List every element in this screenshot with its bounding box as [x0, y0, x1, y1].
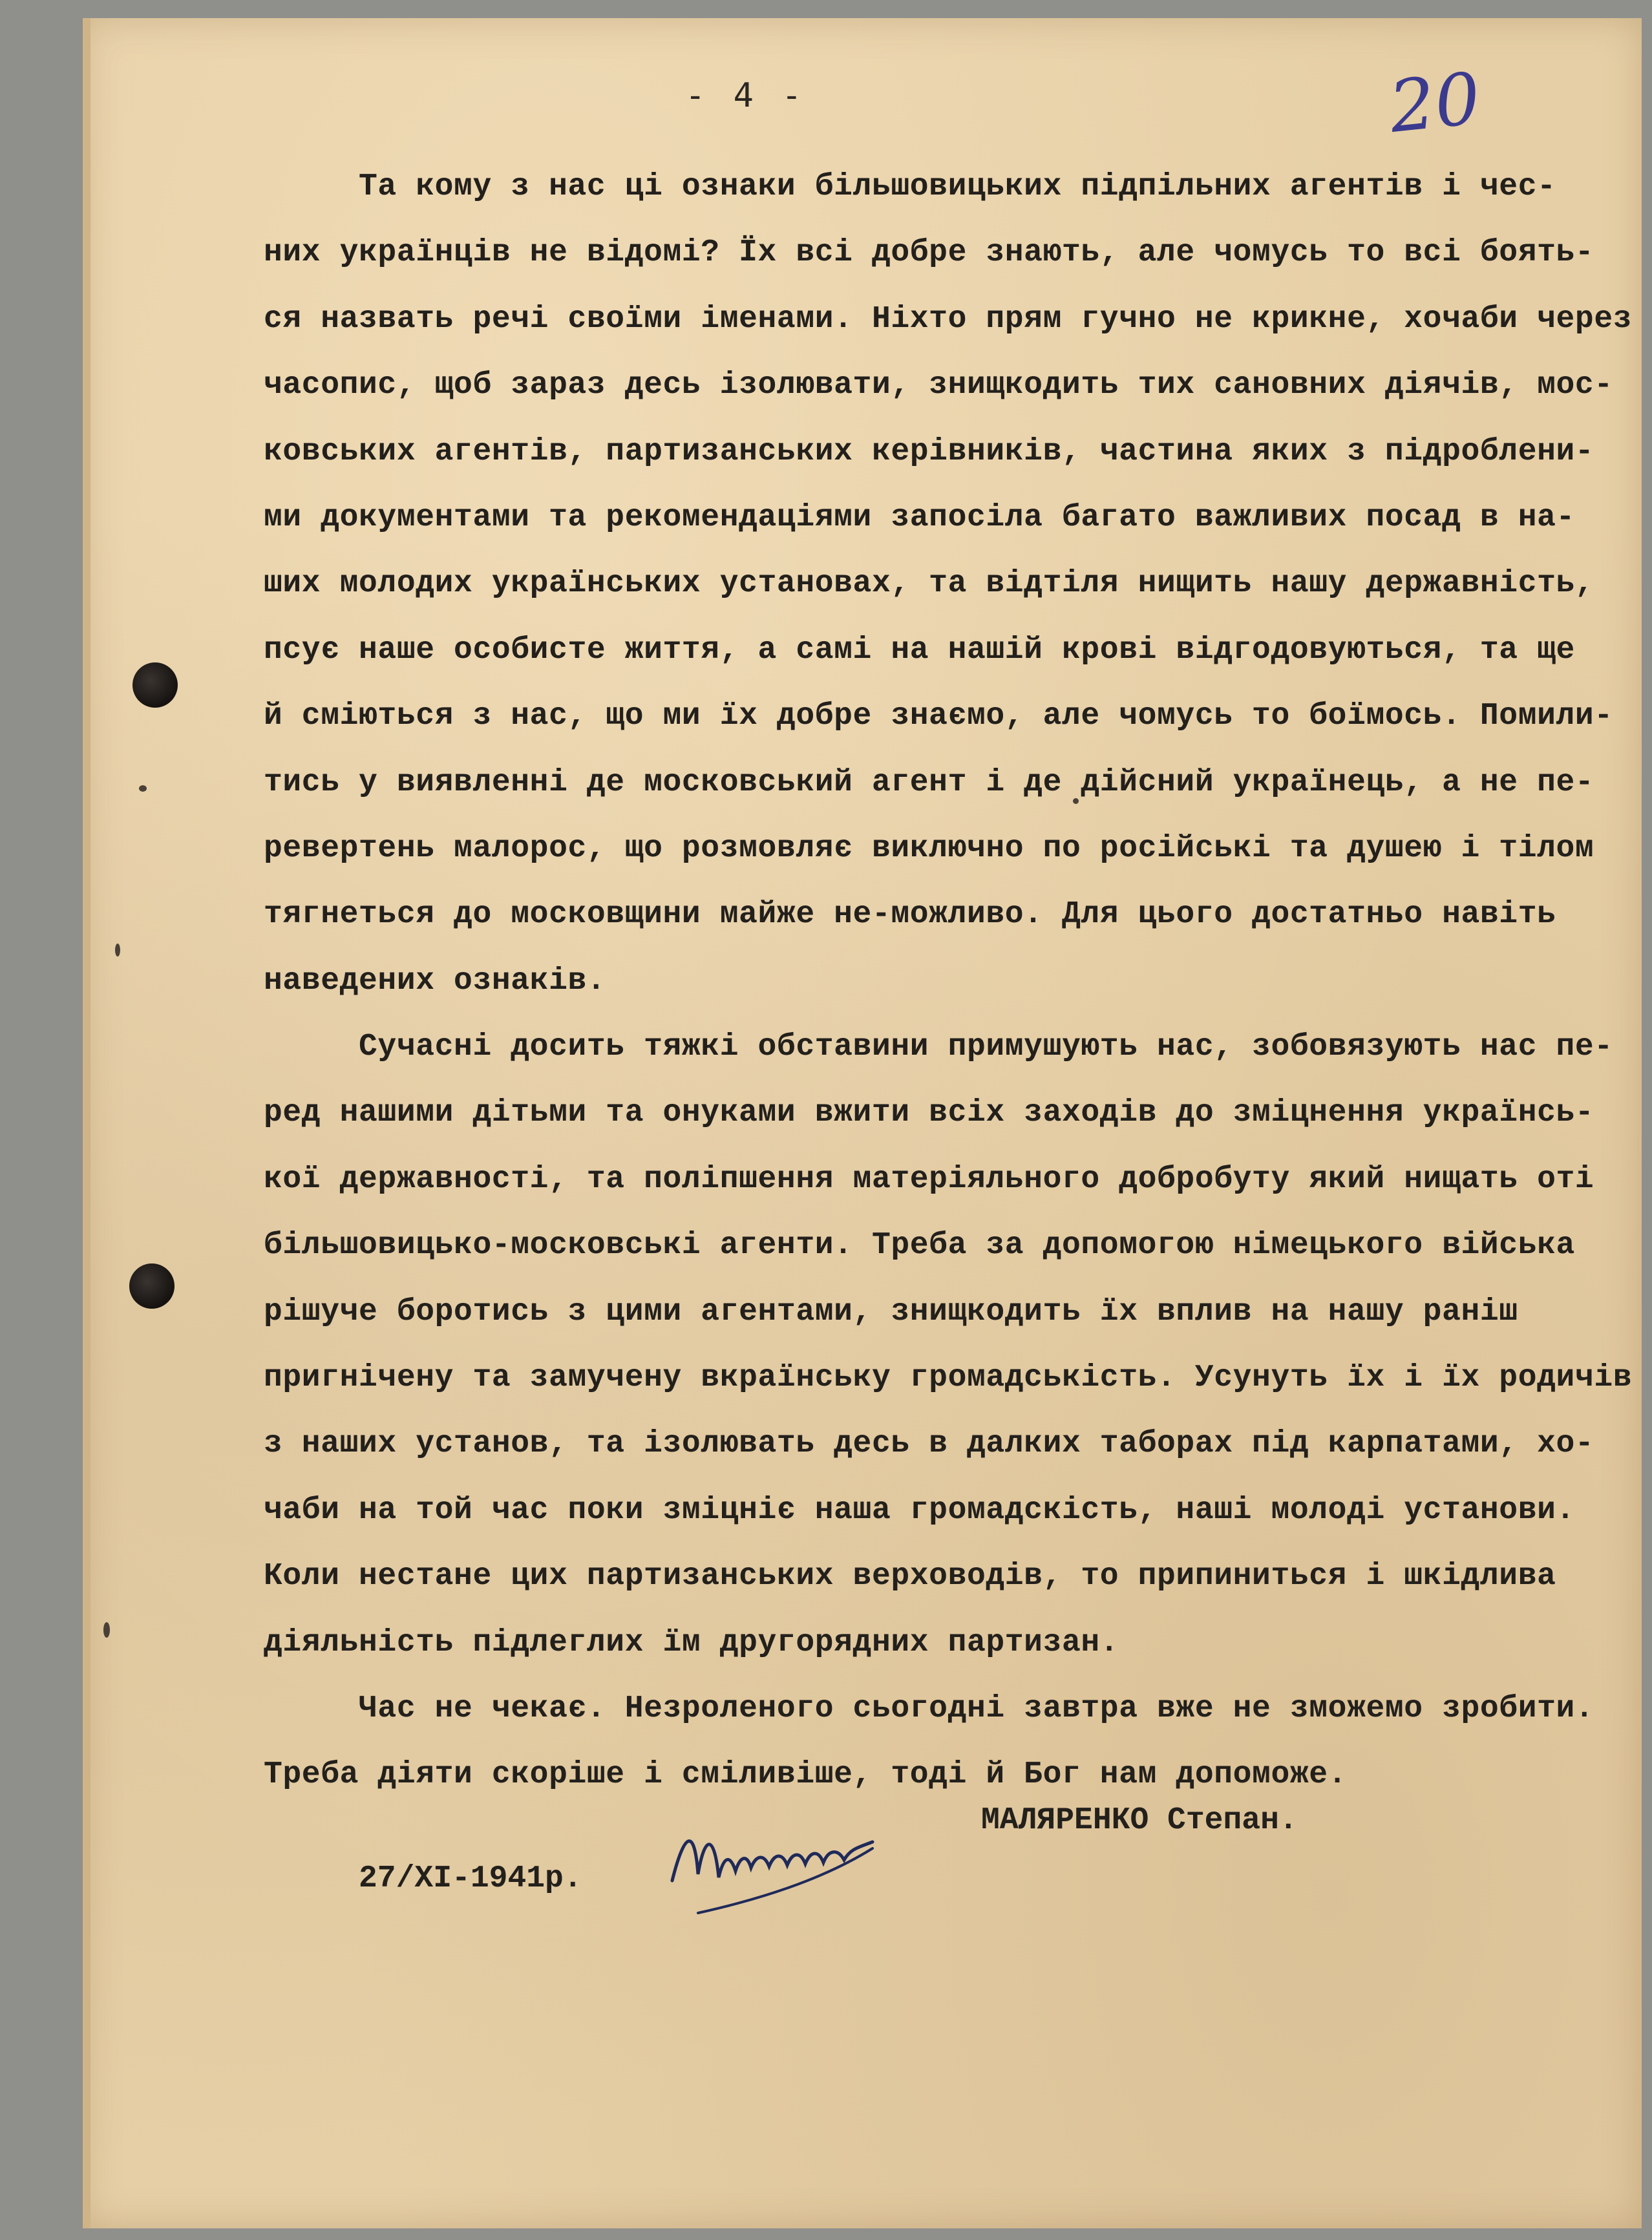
text-line: Час не чекає. Незроленого сьогодні завтра вже не зможемо зробити.	[264, 1691, 1594, 1726]
text-line: діяльність підлеглих їм другорядних партизан.	[264, 1625, 1119, 1660]
signatory-name: МАЛЯРЕНКО Степан.	[981, 1803, 1298, 1838]
text-line: кої державності, та поліпшення матеріяльного добробуту який нищать оті	[264, 1161, 1594, 1197]
text-line: Треба діяти скоріше і сміливіше, тоді й Бог нам допоможе.	[264, 1757, 1348, 1793]
text-line: Коли нестане цих партизанських верховодів, то припиниться і шкідлива	[264, 1559, 1556, 1594]
text-line: Сучасні досить тяжкі обставини примушують нас, зобовязують нас пе-	[264, 1030, 1613, 1065]
text-line: ред нашими дітьми та онуками вжити всіх заходів до зміцнення українсь-	[264, 1095, 1594, 1131]
punch-hole-icon	[129, 1263, 175, 1309]
handwritten-folio-number: 20	[1385, 57, 1485, 149]
text-line: ся назвать речі своїми іменами. Ніхто прям гучно не крикне, хочаби через	[264, 301, 1633, 337]
text-line: часопис, щоб зараз десь ізолювати, знищкодить тих сановних діячів, мос-	[264, 368, 1613, 403]
text-line: ковських агентів, партизанських керівників, частина яких з підроблени-	[264, 434, 1594, 469]
text-line: наведених ознаків.	[264, 963, 606, 998]
paper-speck	[103, 1622, 110, 1638]
punch-hole-icon	[132, 662, 178, 708]
document-date: 27/XI-1941р.	[359, 1861, 582, 1896]
paper-speck	[139, 785, 147, 792]
text-line: ревертень малорос, що розмовляє виключно по російські та душею і тілом	[264, 830, 1594, 866]
text-line: тягнеться до московщини майже не-можливо. Для цього достатньо навіть	[264, 897, 1556, 933]
letter-body	[264, 154, 1634, 1808]
page-edge	[83, 18, 90, 2228]
text-line: з наших установ, та ізолювать десь в далких таборах під карпатами, хо-	[264, 1426, 1594, 1462]
text-line: них українців не відомі? Їх всі добре знають, але чомусь то всі боять-	[264, 235, 1594, 271]
text-line: Та кому з нас ці ознаки більшовицьких підпільних агентів і чес-	[264, 169, 1556, 204]
text-line: ших молодих українських установах, та відтіля нищить нашу державність,	[264, 566, 1594, 602]
text-line: пригнічену та замучену вкраїнську громадськість. Усунуть їх і їх родичів	[264, 1360, 1633, 1396]
text-line: рішуче боротись з цими агентами, знищкодить їх вплив на нашу раніш	[264, 1294, 1518, 1329]
text-line: більшовицько-московські агенти. Треба за допомогою німецького війська	[264, 1228, 1575, 1263]
text-line: псує наше особисте життя, а самі на нашій крові відгодовуються, та ще	[264, 632, 1575, 668]
text-line: тись у виявленні де московський агент і де дійсний українець, а не пе-	[264, 765, 1594, 800]
handwritten-signature-icon	[659, 1803, 905, 1926]
text-line: чаби на той час поки зміцніє наша громадскість, наші молоді установи.	[264, 1492, 1575, 1528]
page-number: - 4 -	[685, 76, 806, 115]
paper-speck	[115, 944, 120, 956]
text-line: й сміються з нас, що ми їх добре знаємо, але чомусь то боїмось. Помили-	[264, 699, 1613, 734]
text-line: ми документами та рекомендаціями запосіла багато важливих посад в на-	[264, 500, 1575, 535]
